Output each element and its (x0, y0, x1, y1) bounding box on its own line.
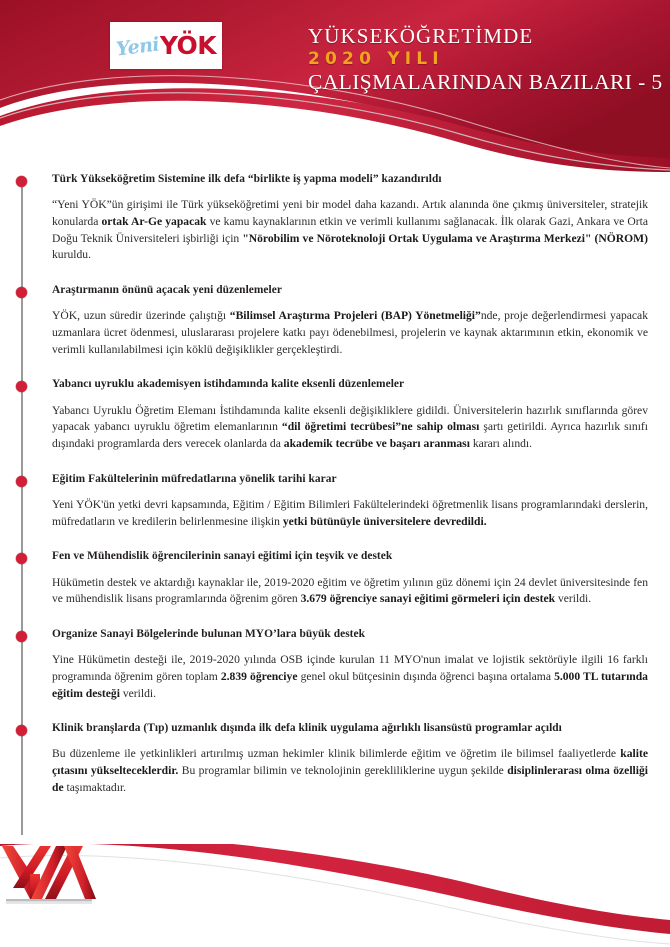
emphasis-text: “Bilimsel Araştırma Projeleri (BAP) Yönetmeliği” (229, 309, 481, 323)
emphasis-text: kalite çıtasını yükselteceklerdir. (52, 747, 648, 778)
footer-wave (0, 844, 670, 947)
header-title (308, 25, 663, 94)
header-title-line1: YÜKSEKÖĞRETİMDE (308, 24, 534, 48)
bullet-dot-icon (16, 631, 27, 642)
page-header (0, 0, 670, 172)
body-text: taşımaktadır. (63, 780, 127, 794)
section-heading: Fen ve Mühendislik öğrencilerinin sanayi eğitimi için teşvik ve destek (52, 550, 393, 563)
content-section (0, 472, 670, 531)
page-footer (0, 844, 670, 947)
yeni-yok-logo (110, 22, 222, 69)
section-heading: Araştırmanın önünü açacak yeni düzenlemeler (52, 284, 282, 296)
section-paragraph (52, 308, 648, 358)
section-heading: Organize Sanayi Bölgelerinde bulunan MYO’lara büyük destek (52, 627, 366, 640)
section-paragraph (52, 403, 648, 453)
body-text: verildi. (119, 686, 156, 700)
body-text: Bu programlar bilimin ve teknolojinin gerekliliklerine uygun şekilde (178, 764, 508, 778)
content-area (0, 172, 670, 844)
section-heading: Türk Yükseköğretim Sistemine ilk defa “birlikte iş yapma modeli” kazandırıldı (52, 173, 442, 185)
section-paragraph (52, 197, 648, 264)
sections-list (0, 172, 670, 797)
body-text: ve kamu kaynaklarının etkin ve verimli kullanımı sağlanacak. İlk olarak Gazi, Ankara ve Orta Doğu Teknik Üniversiteleri işbirliği için (52, 214, 648, 245)
body-text: kararı alındı. (469, 436, 533, 450)
section-spacer (0, 264, 670, 283)
emphasis-text: 2.839 öğrenciye (220, 669, 298, 683)
bullet-dot-icon (16, 381, 27, 392)
emphasis-text: 5.000 TL tutarında eğitim desteği (52, 669, 648, 700)
logo-yok-text: YÖK (159, 31, 217, 60)
section-spacer (0, 530, 670, 549)
body-text: Hükümetin destek ve aktardığı kaynaklar ile, 2019-2020 eğitim ve öğretim yılının güz dönemi için 24 devlet üniversitesinde fen ve mühendislik lisans programlarında öğrenim gören (52, 575, 648, 606)
body-text: şartı getirildi. Ayrıca hazırlık sınıfı dışındaki programlarda ders verecek olanlarda da (52, 420, 649, 450)
emphasis-text: “dil öğretimi tecrübesi”ne sahip olması (281, 420, 480, 434)
body-text: Yabancı Uyruklu Öğretim Elemanı İstihdamında kalite eksenli değişikliklere gidildi. Üniversitelerin hazırlık sınıflarında görev yapacak yabancı uyruklu öğretim elemanlarının (52, 403, 648, 434)
section-spacer (0, 453, 670, 472)
emphasis-text: disiplinlerarası olma özelliği de (52, 764, 648, 794)
bullet-dot-icon (16, 287, 27, 298)
section-paragraph (52, 575, 648, 608)
section-heading: Yabancı uyruklu akademisyen istihdamında kalite eksenli düzenlemeler (52, 378, 405, 391)
bullet-dot-icon (16, 476, 27, 487)
bullet-dot-icon (16, 553, 27, 564)
section-heading: Eğitim Fakültelerinin müfredatlarına yönelik tarihi karar (52, 472, 337, 485)
logo-yeni-text: Yeni (114, 32, 161, 61)
section-heading: Klinik branşlarda (Tıp) uzmanlık dışında ilk defa klinik uygulama ağırlıklı lisansüstü programlar açıldı (52, 722, 562, 735)
yok-footer-logo (0, 844, 98, 906)
bullet-dot-icon (16, 725, 27, 736)
section-spacer (0, 702, 670, 721)
content-section (0, 377, 670, 452)
header-title-line2: 2020 YILI (308, 48, 444, 69)
content-section (0, 549, 670, 608)
emphasis-text: ortak Ar-Ge yapacak (101, 214, 207, 228)
content-section (0, 283, 670, 358)
emphasis-text: yetki bütünüyle üniversitelere devredildi. (282, 514, 487, 528)
bullet-dot-icon (16, 176, 27, 187)
content-section (0, 172, 670, 264)
body-text: YÖK, uzun süredir üzerinde çalıştığı (52, 309, 230, 323)
emphasis-text: akademik tecrübe ve başarı aranması (283, 436, 470, 450)
content-section (0, 627, 670, 702)
body-text: Bu düzenleme ile yetkinlikleri artırılmış uzman hekimler klinik bilimlerde eğitim ve öğretim ile bilimsel faaliyetlerde (52, 747, 621, 761)
content-section (0, 721, 670, 796)
section-paragraph (52, 652, 648, 702)
body-text: Yeni YÖK'ün yetki devri kapsamında, Eğitim / Eğitim Bilimleri Fakültelerindeki öğretmenlik lisans programlarındaki derslerin, müfredatların ve kredilerin belirlenmesine ilişkin (52, 497, 648, 528)
body-text: kuruldu. (52, 248, 91, 262)
section-paragraph (52, 497, 648, 530)
section-spacer (0, 608, 670, 627)
body-text: genel okul bütçesinin dışında öğrenci başına ortalama (297, 669, 555, 683)
emphasis-text: "Nörobilim ve Nöroteknoloji Ortak Uygulama ve Araştırma Merkezi" (NÖROM) (242, 231, 648, 245)
section-spacer (0, 358, 670, 377)
body-text: “Yeni YÖK”ün girişimi ile Türk yükseköğretimi yeni bir model daha kazandı. Artık alanında öne çıkmış üniversiteler, stratejik konularda (52, 198, 648, 228)
body-text: nde, proje değerlendirmesi yapacak uzmanlara ücret ödenmesi, uluslararası projelere katkı payı ödenebilmesi, projelerin ve kaynak aktarımının etkin, ekonomik ve verimli kullanılabilmesi için köklü değişiklikler gerçekleştirdi. (52, 309, 648, 356)
body-text: verildi. (555, 592, 592, 606)
body-text: Yine Hükümetin desteği ile, 2019-2020 yılında OSB içinde kurulan 11 MYO'nun imalat ve lojistik sektörüyle ilgili 16 farklı programında öğrenim gören toplam (52, 653, 648, 683)
header-title-line3: ÇALIŞMALARINDAN BAZILARI - 5 (308, 70, 663, 95)
section-paragraph (52, 746, 648, 796)
emphasis-text: 3.679 öğrenciye sanayi eğitimi görmeleri için destek (300, 592, 556, 606)
